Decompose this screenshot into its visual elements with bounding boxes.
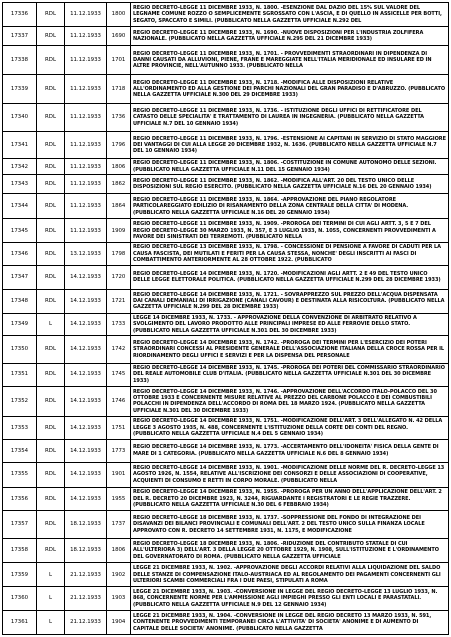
table-row <box>3 46 449 75</box>
act-description: REGIO DECRETO-LEGGE 14 DICEMBRE 1933, N. 1955. -PROROGA PER UN ANNO DELL'APPLICAZIONE DELL'ART. 2 DEL R. DECRETO 20 DICEMBRE 1923, N. 3244, RIGUARDANTE I REGISTRATORI E LE REGIE TRAZZERE. (PUBBLICATO NELLA GAZZETTA UFFICIALE N.30 DEL 6 FEBBRAIO 1934) <box>131 487 449 511</box>
decree-register-table <box>2 2 449 635</box>
record-number: 17356 <box>3 487 37 511</box>
act-description: REGIO DECRETO-LEGGE 11 DICEMBRE 1933, N. 1909. -PROROGA DEI TERMINI DI CUI AGLI ARTT. 3, 5 E 7 DEL REGIO DECRETO-LEGGE 30 MARZO 1933, N. 357, E 3 LUGLIO 1933, N. 1055, CONCERNENTI PROVVEDIMENTI A FAVORE DEI SINISTRATI DEI TERREMOTI. (PUBBLICATO NELLA <box>131 219 449 243</box>
act-description: REGIO DECRETO-LEGGE 14 DICEMBRE 1933, N. 1751. -MODIFICAZIONE DELL'ART. 3 DELL'ALLEGATO N. 42 DELLA LEGGE 3 AGOSTO 1935, N. 488, CONCERNENTE L'ISTITUZIONE DELLA CORTE DEI CONTI DEL REGNO. (PUBBLICATO NELLA GAZZETTA UFFICIALE N.4 DEL 5 GENNAIO 1934) <box>131 417 449 440</box>
act-type: RDL <box>37 266 65 290</box>
act-type: RDL <box>37 46 65 75</box>
table-row <box>3 587 449 611</box>
act-date: 11.12.1933 <box>65 132 107 159</box>
record-number: 17359 <box>3 563 37 587</box>
act-description: REGIO DECRETO-LEGGE 11 DICEMBRE 1933, N. 1862. -MODIFICA ALL'ART. 20 DEL TESTO UNICO DELLE DISPOSIZIONI SUL REGIO ESERCITO. (PUBBLICATO NELLA GAZZETTA UFFICIALE N.16 DEL 20 GENNAIO 1934) <box>131 175 449 194</box>
act-description: REGIO DECRETO-LEGGE 11 DICEMBRE 1933, N. 1718. -MODIFICA ALLE DISPOSIZIONI RELATIVE ALL'ORDINAMENTO ED ALLA GESTIONE DEI PARCHI NAZIONALI DEL GRAN PARADISO E D'ABRUZZO. (PUBBLICATO NELLA GAZZETTA UFFICIALE N.300 DEL 29 DICEMBRE 1933) <box>131 75 449 103</box>
act-date: 21.12.1933 <box>65 611 107 635</box>
table-row <box>3 103 449 131</box>
act-description: REGIO DECRETO-LEGGE 14 DICEMBRE 1933, N. 1901. -MODIFICAZIONE DELLE NORME DEL R. DECRETO-LEGGE 13 AGOSTO 1926, N. 1554, RELATIVE ALL'ISCRIZIONE DEI CONSORZI E DELLE ASSOCIAZIONI DI COOPERATIVE, ACQUIENTI DI CONSUMO E RETTI IN CORPO MORALE. (PUBBLICATO NELLA <box>131 462 449 487</box>
act-description: REGIO DECRETO-LEGGE 11 DICEMBRE 1933, N. 1806. -COSTITUZIONE IN COMUNE AUTONOMO DELLE SEZIONI. (PUBBLICATO NELLA GAZZETTA UFFICIALE N.11 DEL 15 GENNAIO 1934) <box>131 159 449 175</box>
table-row <box>3 289 449 313</box>
act-type: RDL <box>37 219 65 243</box>
record-number: 17354 <box>3 440 37 463</box>
act-type: RDL <box>37 289 65 313</box>
table-row <box>3 175 449 194</box>
act-number: 1902 <box>107 563 131 587</box>
record-number: 17349 <box>3 313 37 336</box>
act-number: 1746 <box>107 386 131 417</box>
act-description: REGIO DECRETO-LEGGE 14 DICEMBRE 1933, N. 1742. -PROROGA DEI TERMINI PER L'ESERCIZIO DEI POTERI STRAORDINARI CONCESSI AL PRESIDENTE GENERALE DELL'ASSOCIAZIONE ITALIANA DELLA CROCE ROSSA PER IL RIORDINAMENTO DEGLI UFFICI E SERVIZI E PER LA DISPENSA DEL PERSONALE <box>131 336 449 363</box>
act-number: 1718 <box>107 75 131 103</box>
act-date: 18.12.1933 <box>65 538 107 563</box>
act-description: REGIO DECRETO-LEGGE 14 DICEMBRE 1933, N. 1720. -MODIFICAZIONI AGLI ARTT. 2 E 49 DEL TESTO UNICO DELLE LEGGE ELETTORALE POLITICA. (PUBBLICATO NELLA GAZZETTA UFFICIALE N.299 DEL 28 DICEMBRE 1933) <box>131 266 449 290</box>
act-date: 14.12.1933 <box>65 417 107 440</box>
table-row <box>3 611 449 635</box>
act-number: 1736 <box>107 103 131 131</box>
act-number: 1773 <box>107 440 131 463</box>
record-number: 17350 <box>3 336 37 363</box>
table-row <box>3 132 449 159</box>
act-type: RDL <box>37 511 65 538</box>
act-description: REGIO DECRETO-LEGGE 11 DICEMBRE 1933, N. 1864. -APPROVAZIONE DEL PIANO REGOLATORE PARTICOLAREGGIATO EDILIZIO DI RISANAMENTO DELLA ZONA CENTRALE DELLA CITTA' DI MODENA. (PUBBLICATO NELLA GAZZETTA UFFICIALE N.16 DEL 20 GENNAIO 1934) <box>131 194 449 219</box>
act-date: 11.12.1933 <box>65 75 107 103</box>
act-number: 1955 <box>107 487 131 511</box>
act-type: L <box>37 587 65 611</box>
act-date: 14.12.1933 <box>65 363 107 386</box>
act-date: 21.12.1933 <box>65 587 107 611</box>
table-row <box>3 487 449 511</box>
act-number: 1806 <box>107 538 131 563</box>
act-type: RDL <box>37 75 65 103</box>
act-number: 1904 <box>107 611 131 635</box>
act-type: RDL <box>37 363 65 386</box>
act-date: 18.12.1933 <box>65 511 107 538</box>
act-description: REGIO DECRETO-LEGGE 14 DICEMBRE 1933, N. 1746. -APPROVAZIONE DELL'ACCORDO ITALO-POLACCO DEL 30 OTTOBRE 1933 E CONCERNENTE MISURE RELATIVE AL PREZZO DEL CARBONE POLACCO E DEI COMBUSTIBILI POLACCHI IN DIPENDENZA DELL'ACCORDO DI ROMA DEL 18 MARZO 1924. (PUBBLICATO NELLA GAZZETTA UFFICIALE N.301 DEL 30 DICEMBRE 1933) <box>131 386 449 417</box>
act-number: 1751 <box>107 417 131 440</box>
act-number: 1901 <box>107 462 131 487</box>
record-number: 17357 <box>3 511 37 538</box>
act-number: 1733 <box>107 313 131 336</box>
act-description: REGIO DECRETO-LEGGE 14 DICEMBRE 1933, N. 1773. -ACCERTAMENTO DELL'IDONEITA' FISICA DELLA GENTE DI MARE DI 1 CATEGORIA. (PUBBLICATO NELLA GAZZETTA UFFICIALE N.6 DEL 8 GENNAIO 1934) <box>131 440 449 463</box>
act-description: REGIO DECRETO-LEGGE 18 DICEMBRE 1933, N. 1806. -RIDUZIONE DEL CONTRIBUTO STATALE DI CUI ALL'ULTERIORA 3) DELL'ART. 3 DELLA LEGGE 20 OTTOBRE 1929, N. 1908, SULL'ISTITUZIONE E L'ORDINAMENTO DEL GOVERNATORATO DI ROMA. (PUBBLICATO NELLA GAZZETTA UFFICIALE <box>131 538 449 563</box>
act-date: 14.12.1933 <box>65 462 107 487</box>
record-number: 17339 <box>3 75 37 103</box>
record-number: 17346 <box>3 243 37 266</box>
act-number: 1742 <box>107 336 131 363</box>
act-date: 11.12.1933 <box>65 175 107 194</box>
act-date: 14.12.1933 <box>65 336 107 363</box>
act-date: 14.12.1933 <box>65 289 107 313</box>
act-description: REGIO DECRETO-LEGGE 11 DICEMBRE 1933, N. 1796. -ESTENSIONE AI CAPITANI IN SERVIZIO DI STATO MAGGIORE DEI VANTAGGI DI CUI ALLA LEGGE 20 DICEMBRE 1932, N. 1636. (PUBBLICATO NELLA GAZZETTA UFFICIALE N.7 DEL 10 GENNAIO 1934) <box>131 132 449 159</box>
act-type: RDL <box>37 103 65 131</box>
act-number: 1903 <box>107 587 131 611</box>
act-description: REGIO DECRETO-LEGGE 14 DICEMBRE 1933, N. 1745. -PROROGA DEI POTERI DEL COMMISSARIO STRAORDINARIO DEL REALE AUTOMOBILE CLUB D'ITALIA. (PUBBLICATO NELLA GAZZETTA UFFICIALE N.301 DEL 30 DICEMBRE 1933) <box>131 363 449 386</box>
act-description: REGIO DECRETO-LEGGE 18 DICEMBRE 1933, N. 1737. -SOPPRESSIONE DEL FONDO DI INTEGRAZIONE DEI DISAVANZI DEI BILANCI PROVINCIALI E COMUNALI DELL'ART. 2 DEL TESTO UNICO SULLA FINANZA LOCALE APPROVATO CON R. DECRETO 14 SETTEMBRE 1931, N. 1175, E MODIFICAZIONE <box>131 511 449 538</box>
act-description: REGIO DECRETO-LEGGE 11 DICEMBRE 1933, N. 1701. - PROVVEDIMENTI STRAORDINARI IN DIPENDENZA DI DANNI CAUSATI DA ALLUVIONI, PIENE, FRANE E MAREGGIATE NELL'ITALIA MERIDIONALE ED INSULARE ED IN ALTRE PROVINCIE, NELL'AUTUNNO 1933. (PUBBLICATO NELLA <box>131 46 449 75</box>
act-date: 11.12.1933 <box>65 194 107 219</box>
act-description: LEGGE 21 DICEMBRE 1933, N. 1904. -CONVERSIONE IN LEGGE DEL REGIO DECRETO 13 MARZO 1933, N. 591, CONTENENTE PROVVEDIMENTI TEMPORANEI CIRCA L'ATTIVITA' DI SOCIETA' ANONIME E DI AUMENTO DI CAPITALE DELLE SOCIETA' ANONIME. (PUBBLICATO NELLA GAZZETTA <box>131 611 449 635</box>
act-description: LEGGE 21 DICEMBRE 1933, N. 1902. -APPROVAZIONE DEGLI ACCORDI RELATIVI ALLA LIQUIDAZIONE DEL SALDO DELLE STANZE DI COMPENSAZIONE ITALO-AUSTRIACA ED AL REGOLAMENTO DEI PAGAMENTI CONCERNENTI GLI ULTERIORI SCAMBI COMMERCIALI FRA I DUE PAESI, STIPULATI A ROMA <box>131 563 449 587</box>
table-row <box>3 243 449 266</box>
record-number: 17341 <box>3 132 37 159</box>
record-number: 17352 <box>3 386 37 417</box>
record-number: 17351 <box>3 363 37 386</box>
table-row <box>3 194 449 219</box>
act-type: RDL <box>37 3 65 27</box>
record-number: 17336 <box>3 3 37 27</box>
act-type: RDL <box>37 538 65 563</box>
act-date: 14.12.1933 <box>65 313 107 336</box>
table-row <box>3 26 449 45</box>
act-type: RDL <box>37 132 65 159</box>
record-number: 17345 <box>3 219 37 243</box>
act-description: REGIO DECRETO-LEGGE 11 DICEMBRE 1933, N. 1690. -NUOVE DISPOSIZIONI PER L'INDUSTRIA ZOLFIFERA NAZIONALE. (PUBBLICATO NELLA GAZZETTA UFFICIALE N.295 DEL 21 DICEMBRE 1933) <box>131 26 449 45</box>
act-type: L <box>37 313 65 336</box>
act-type: RDL <box>37 417 65 440</box>
act-date: 14.12.1933 <box>65 386 107 417</box>
record-number: 17358 <box>3 538 37 563</box>
table-row <box>3 563 449 587</box>
record-number: 17355 <box>3 462 37 487</box>
table-row <box>3 75 449 103</box>
act-date: 14.12.1933 <box>65 440 107 463</box>
table-row <box>3 219 449 243</box>
act-description: REGIO DECRETO-LEGGE 11 DICEMBRE 1933, N. 1736. - ISTITUZIONE DEGLI UFFICI DI RETTIFICATORE DEL CATASTO DELLE SPECIALITA' E TRATTAMENTO DI LAUREA IN INGEGNERIA. (PUBBLICATO NELLA GAZZETTA UFFICIALE N.7 DEL 10 GENNAIO 1934) <box>131 103 449 131</box>
act-type: RDL <box>37 462 65 487</box>
record-number: 17340 <box>3 103 37 131</box>
act-date: 11.12.1933 <box>65 159 107 175</box>
act-date: 21.12.1933 <box>65 563 107 587</box>
table-row <box>3 462 449 487</box>
record-number: 17353 <box>3 417 37 440</box>
act-type: RDL <box>37 243 65 266</box>
table-row <box>3 440 449 463</box>
act-number: 1690 <box>107 26 131 45</box>
decree-rows <box>3 3 449 635</box>
act-number: 1909 <box>107 219 131 243</box>
table-row <box>3 3 449 27</box>
table-row <box>3 386 449 417</box>
act-description: REGIO DECRETO-LEGGE 13 DICEMBRE 1933, N. 1798. - CONCESSIONE DI PENSIONE A FAVORE DI CADUTI PER LA CAUSA FASCISTA, DEI MUTILATI E FERITI PER LA CAUSA STESSA, NONCHE' DEGLI INSCRITTI AI FASCI DI COMBATTIMENTO ANTERIORMENTE AL 28 OTTOBRE 1922. (PUBBLICATO <box>131 243 449 266</box>
act-type: RDL <box>37 175 65 194</box>
act-type: RDL <box>37 386 65 417</box>
act-date: 11.12.1933 <box>65 219 107 243</box>
act-number: 1737 <box>107 511 131 538</box>
table-row <box>3 363 449 386</box>
act-number: 1721 <box>107 289 131 313</box>
act-type: RDL <box>37 159 65 175</box>
record-number: 17344 <box>3 194 37 219</box>
act-type: RDL <box>37 487 65 511</box>
act-number: 1800 <box>107 3 131 27</box>
record-number: 17343 <box>3 175 37 194</box>
act-date: 11.12.1933 <box>65 3 107 27</box>
record-number: 17361 <box>3 611 37 635</box>
act-date: 11.12.1933 <box>65 103 107 131</box>
act-date: 14.12.1933 <box>65 487 107 511</box>
act-type: RDL <box>37 26 65 45</box>
act-date: 11.12.1933 <box>65 26 107 45</box>
table-row <box>3 417 449 440</box>
record-number: 17338 <box>3 46 37 75</box>
act-number: 1720 <box>107 266 131 290</box>
act-description: REGIO DECRETO-LEGGE 11 DICEMBRE 1933, N. 1800. -ESENZIONE DAL DAZIO DEL 15% SUL VALORE DEL LEGNAME COMUNE ROZZO O SEMPLICEMENTE SGROSSATO CON L'ASCIA, E DI QUELLO IN ASSICELLE PER BOTTI, SEGATO, SPACCATO E SIMILI. (PUBBLICATO NELLA GAZZETTA UFFICIALE N.292 DEL <box>131 3 449 27</box>
table-row <box>3 511 449 538</box>
act-number: 1798 <box>107 243 131 266</box>
act-date: 14.12.1933 <box>65 266 107 290</box>
act-number: 1796 <box>107 132 131 159</box>
act-type: L <box>37 563 65 587</box>
table-row <box>3 336 449 363</box>
act-number: 1745 <box>107 363 131 386</box>
act-description: LEGGE 14 DICEMBRE 1933, N. 1733. - APPROVAZIONE DELLA CONVENZIONE DI ARBITRATO RELATIVO A SVOLGIMENTO DEL LAVORO PRODOTTO ALLE PRINCIPALI IMPRESE ED ALLE FERROVIE DELLO STATO. (PUBBLICATO NELLA GAZZETTA UFFICIALE N.301 DEL 30 DICEMBRE 1933) <box>131 313 449 336</box>
record-number: 17347 <box>3 266 37 290</box>
act-type: RDL <box>37 440 65 463</box>
record-number: 17348 <box>3 289 37 313</box>
table-row <box>3 159 449 175</box>
act-number: 1864 <box>107 194 131 219</box>
record-number: 17360 <box>3 587 37 611</box>
act-number: 1701 <box>107 46 131 75</box>
record-number: 17337 <box>3 26 37 45</box>
act-date: 11.12.1933 <box>65 46 107 75</box>
act-type: RDL <box>37 194 65 219</box>
table-row <box>3 266 449 290</box>
act-type: RDL <box>37 336 65 363</box>
act-number: 1862 <box>107 175 131 194</box>
act-number: 1806 <box>107 159 131 175</box>
act-description: LEGGE 21 DICEMBRE 1933, N. 1903. -CONVERSIONE IN LEGGE DEL REGIO DECRETO-LEGGE 13 LUGLIO 1933, N. 868, CONCERNENTE NORME PER L'AMMISSIONE AGLI IMPIEGHI PRESSO GLI ENTI LOCALI E PARASTATALI. (PUBBLICATO NELLA GAZZETTA UFFICIALE N.9 DEL 12 GENNAIO 1934) <box>131 587 449 611</box>
table-row <box>3 313 449 336</box>
record-number: 17342 <box>3 159 37 175</box>
act-date: 13.12.1933 <box>65 243 107 266</box>
act-type: L <box>37 611 65 635</box>
table-row <box>3 538 449 563</box>
act-description: REGIO DECRETO-LEGGE 14 DICEMBRE 1933, N. 1721. - SOVRAPPREZZO SUL PREZZO DELL'ACQUA DISPENSATA DAI CANALI DEMANIALI DI IRRIGAZIONE (CANALI CAVOUR) E DESTINATA ALLA RISICOLTURA. (PUBBLICATO NELLA GAZZETTA UFFICIALE N.299 DEL 28 DICEMBRE 1933) <box>131 289 449 313</box>
